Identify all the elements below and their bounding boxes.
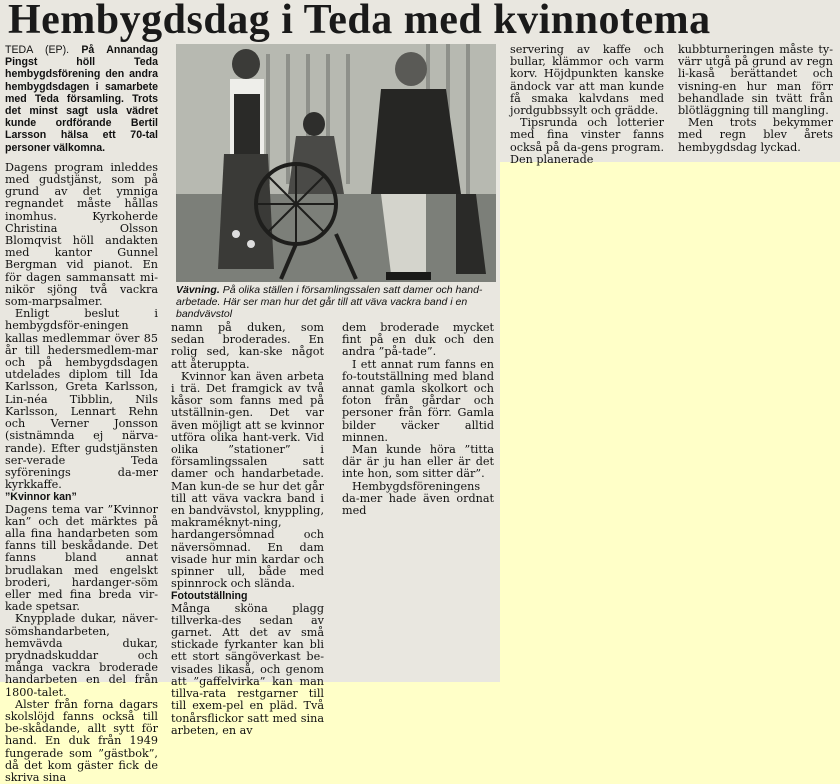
headline [0,0,840,44]
article-paragraph: kubbturneringen måste ty-värr utgå på grund av regn li-kaså berättandet och visning-en hur man förr behandlade sin tvätt från blötläggning till mangling. [678,43,833,118]
photo-caption [176,284,496,320]
subheading: ”Kvinnor kan” [5,491,77,504]
article-paragraph: Alster från forna dagars skolslöjd fanns också till be-skådande, allt sytt för hand. En duk från 1949 fungerade som ”gästbok”, då det kom gäster fick de skriva sina [5,697,158,784]
caption-label: Vävning. [176,284,220,296]
lead-paragraph [5,44,158,154]
article-paragraph: Dagens program inleddes med gudstjänst, som på grund av det ymniga regnandet måste hållas inomhus. Kyrkoherde Christina Olsson Blomqvist höll andakten med kantor Gunnel Bergman vid pianot. En för dagen sammansatt mi-nikör sjöng två vackra som-marpsalmer. [5,160,158,309]
headline-text: Hembygdsdag i Teda med kvinnotema [8,0,711,43]
article-paragraph: servering av kaffe och bullar, klämmor och varm korv. Höjdpunkten kanske ändock var att man kunde få smaka kalvdans med jordgubbssylt och grädde. [510,43,664,118]
article-paragraph: namn på duken, som sedan broderades. En rolig sed, kan-ske något att återuppta. [171,321,324,371]
article-paragraph: Tipsrunda och lotterier med fina vinster fanns också på da-gens program. Den planerade [510,116,664,166]
article-paragraph: Hembygdsföreningens da-mer hade även ordnat med [342,479,494,518]
column-5 [678,44,833,154]
dateline: TEDA (EP). [5,44,70,56]
weaving-photo-illustration [176,44,496,282]
article-paragraph: dem broderade mycket fint på en duk och den andra ”på-tade”. [342,321,494,359]
caption-text: På olika ställen i församlingssalen satt damer och hand-arbetade. Här ser man hur det går till att väva vackra band i en bandvävstol [176,284,483,320]
column-4 [510,44,664,166]
article-paragraph: Men trots bekymmer med regn blev årets hembygdsdag lyckad. [678,116,833,154]
column-1 [5,44,158,784]
article-paragraph: Kvinnor kan även arbeta i trä. Det framgick av två kåsor som fanns med på utställnin-gen. Det var även möjligt att se kvinnor utföra olika hant-verk. Vid olika ”stationer” i församlingssalen satt damer och handarbetade. Man kun-de se hur det går till att väva vackra band i en bandvävstol, knyppling, makraméknyt-ning, hardangersömnad och näversömnad. En dam visade hur min kardar och spinner ull, både med spinnrock och slända. [171,369,324,591]
subheading: Fotoutställning [171,590,248,603]
article-paragraph: Många sköna plagg tillverka-des sedan av garnet. Att det av små stickade fyrkanter kan bli ett stort sängöverkast be-visades likaså, och genom att ”gaffelvirka” kan man tillva-rata restgarner till till exem-pel en pläd. Två tonårsflickor satt med sina arbeten, en av [171,601,324,737]
article-paragraph: Enligt beslut i hembygdsför-eningen kallas medlemmar över 85 år till hedersmedlem-mar och på hembygdsdagen utdelades diplom till Ida Karlsson, Greta Karlsson, Lin-néa Tibblin, Nils Karlsson, Lennart Rehn och Verner Jonsson (sistnämnda ej närva-rande). Efter gudstjänsten ser-verade Teda syförenings da-mer kyrkkaffe. [5,307,158,492]
lead-text: På Annandag Pingst höll Teda hembygdsförening den andra hembygdsdagen i samarbete med Teda församling. Trots det minst sagt usla vädret kunde ordförande Bertil Larsson hälsa ett 70-tal personer välkomna. [5,44,158,154]
article-photo [176,44,496,282]
article-paragraph: Knypplade dukar, näver-sömshandarbeten, hemvävda dukar, prydnadskuddar och många vackra broderade handarbeten en del från 1800-talet. [5,612,158,699]
article-paragraph: Dagens tema var ”Kvinnor kan” och det märktes på alla fina handarbeten som fanns till beskådande. Det fanns bland annat brudlakan med engelskt broderi, hardanger-söm eller med fina breda vir-kade spetsar. [5,502,158,614]
column-3 [342,322,494,517]
article-paragraph: I ett annat rum fanns en fo-toutställning med bland annat gamla skolkort och foton från gårdar och personer från förr. Gamla bilder väcker alltid minnen. [342,357,494,444]
column-2 [171,322,324,737]
article-paragraph: Man kunde höra ”titta där är ju han eller är det inte hon, som sitter där”. [342,443,494,481]
